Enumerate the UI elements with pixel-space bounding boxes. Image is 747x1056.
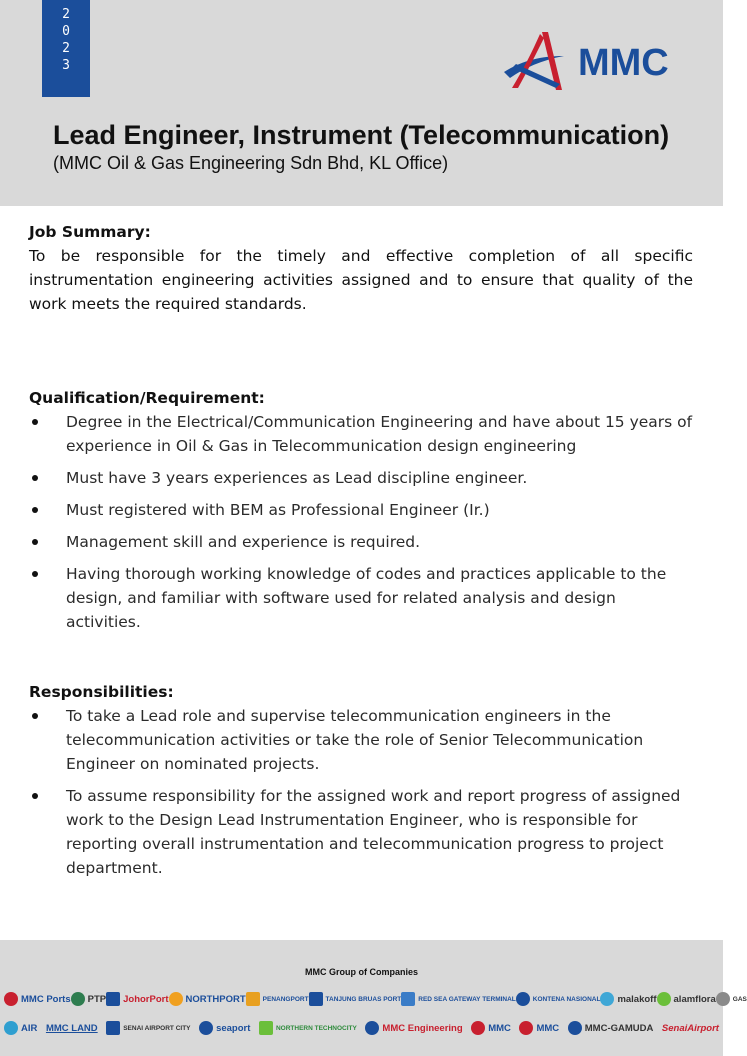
bullet-icon (32, 507, 38, 513)
company-logo-penangport: PENANGPORT (246, 992, 309, 1006)
company-logo-northport: NORTHPORT (169, 992, 246, 1006)
bullet-icon (32, 419, 38, 425)
tanjung-bruas-mark-icon (309, 992, 323, 1006)
johorport-mark-icon (106, 992, 120, 1006)
year-digit: 2 (62, 7, 70, 22)
header-banner (0, 0, 723, 206)
company-logo-mmc-gamuda: MMC-GAMUDA (568, 1021, 654, 1035)
footer-title: MMC Group of Companies (305, 967, 418, 977)
technocity-mark-icon (259, 1021, 273, 1035)
mmc-mark-icon (4, 992, 18, 1006)
penangport-mark-icon (246, 992, 260, 1006)
mmc-logo (502, 28, 692, 100)
company-logo-mmc-ports: MMC Ports (4, 992, 71, 1006)
job-summary-text: To be responsible for the timely and effective completion of all specific instrumentation engineering activities assigned and to ensure that quality of the work meets the required standards. (29, 247, 693, 313)
year-digit: 2 (62, 41, 70, 56)
list-item: To assume responsibility for the assigned work and report progress of assigned work to the Design Lead Instrumentation Engineer, who is responsible for reporting overall instrumentation and telecommunication progress to project department. (29, 784, 693, 880)
year-digit: 0 (62, 24, 70, 39)
company-logo-mmc-land: MMC LAND (45, 1022, 98, 1034)
company-logo-seaport: seaport (199, 1021, 250, 1035)
bullet-icon (32, 713, 38, 719)
kontena-mark-icon (516, 992, 530, 1006)
responsibilities-heading: Responsibilities: (29, 683, 174, 701)
logo-text: MMC (578, 42, 669, 84)
bullet-icon (32, 793, 38, 799)
gas-mark-icon (716, 992, 730, 1006)
malakoff-mark-icon (600, 992, 614, 1006)
qualifications-list (29, 410, 693, 634)
mmc-mark-icon (471, 1021, 485, 1035)
year-digit: 3 (62, 58, 70, 73)
ptp-mark-icon (71, 992, 85, 1006)
qualifications-heading: Qualification/Requirement: (29, 389, 265, 407)
bullet-icon (32, 475, 38, 481)
qualifications-section (29, 386, 693, 634)
job-subtitle: (MMC Oil & Gas Engineering Sdn Bhd, KL Office) (53, 153, 449, 173)
responsibilities-list (29, 704, 693, 880)
list-item: Having thorough working knowledge of codes and practices applicable to the design, and familiar with software used for related analysis and design activities. (29, 562, 693, 634)
company-logo-air: AIR (4, 1021, 37, 1035)
company-logo-kontena: KONTENA NASIONAL (516, 992, 601, 1006)
company-logo-gas: GAS (716, 992, 747, 1006)
list-item: Management skill and experience is required. (29, 530, 693, 554)
seaport-mark-icon (199, 1021, 213, 1035)
air-mark-icon (4, 1021, 18, 1035)
job-summary-heading: Job Summary: (29, 223, 151, 241)
year-tab (42, 0, 90, 97)
company-logo-mmc-engineering: MMC Engineering (365, 1021, 462, 1035)
list-item: Must have 3 years experiences as Lead discipline engineer. (29, 466, 693, 490)
job-summary-section (29, 220, 693, 316)
northport-mark-icon (169, 992, 183, 1006)
senai-city-mark-icon (106, 1021, 120, 1035)
company-logo-johorport: JohorPort (106, 992, 168, 1006)
company-logo-senai-airport-city: SENAI AIRPORT CITY (106, 1021, 190, 1035)
company-logo-northern-technocity: NORTHERN TECHNOCITY (259, 1021, 357, 1035)
mmc-mark-icon (365, 1021, 379, 1035)
mmc-mark-icon (568, 1021, 582, 1035)
job-title: Lead Engineer, Instrument (Telecommunication) (53, 120, 670, 150)
company-logo-tanjung-bruas: TANJUNG BRUAS PORT (309, 992, 402, 1006)
company-logo-red-sea-gateway: RED SEA GATEWAY TERMINAL (401, 992, 516, 1006)
responsibilities-section (29, 680, 693, 880)
alamflora-mark-icon (657, 992, 671, 1006)
list-item: To take a Lead role and supervise telecommunication engineers in the telecommunication activities or take the role of Senior Telecommunication Engineer on nominated projects. (29, 704, 693, 776)
company-logo-row (0, 988, 747, 1010)
company-logo-alamflora: alamflora (657, 992, 716, 1006)
list-item: Degree in the Electrical/Communication Engineering and have about 15 years of experience in Oil & Gas in Telecommunication design engineering (29, 410, 693, 458)
company-logo-row (0, 1017, 723, 1039)
footer-companies (0, 940, 747, 1056)
company-logo-malakoff: malakoff (600, 992, 656, 1006)
list-item: Must registered with BEM as Professional Engineer (Ir.) (29, 498, 693, 522)
red-sea-mark-icon (401, 992, 415, 1006)
job-description (29, 220, 693, 888)
mmc-logo-icon (502, 28, 578, 100)
mmc-mark-icon (519, 1021, 533, 1035)
bullet-icon (32, 539, 38, 545)
bullet-icon (32, 571, 38, 577)
company-logo-senai-airport: SenaiAirport (661, 1022, 719, 1034)
company-logo-ptp: PTP (71, 992, 106, 1006)
company-logo-mmc-group: MMC (519, 1021, 559, 1035)
company-logo-mmc-oil-gas: MMC (471, 1021, 511, 1035)
